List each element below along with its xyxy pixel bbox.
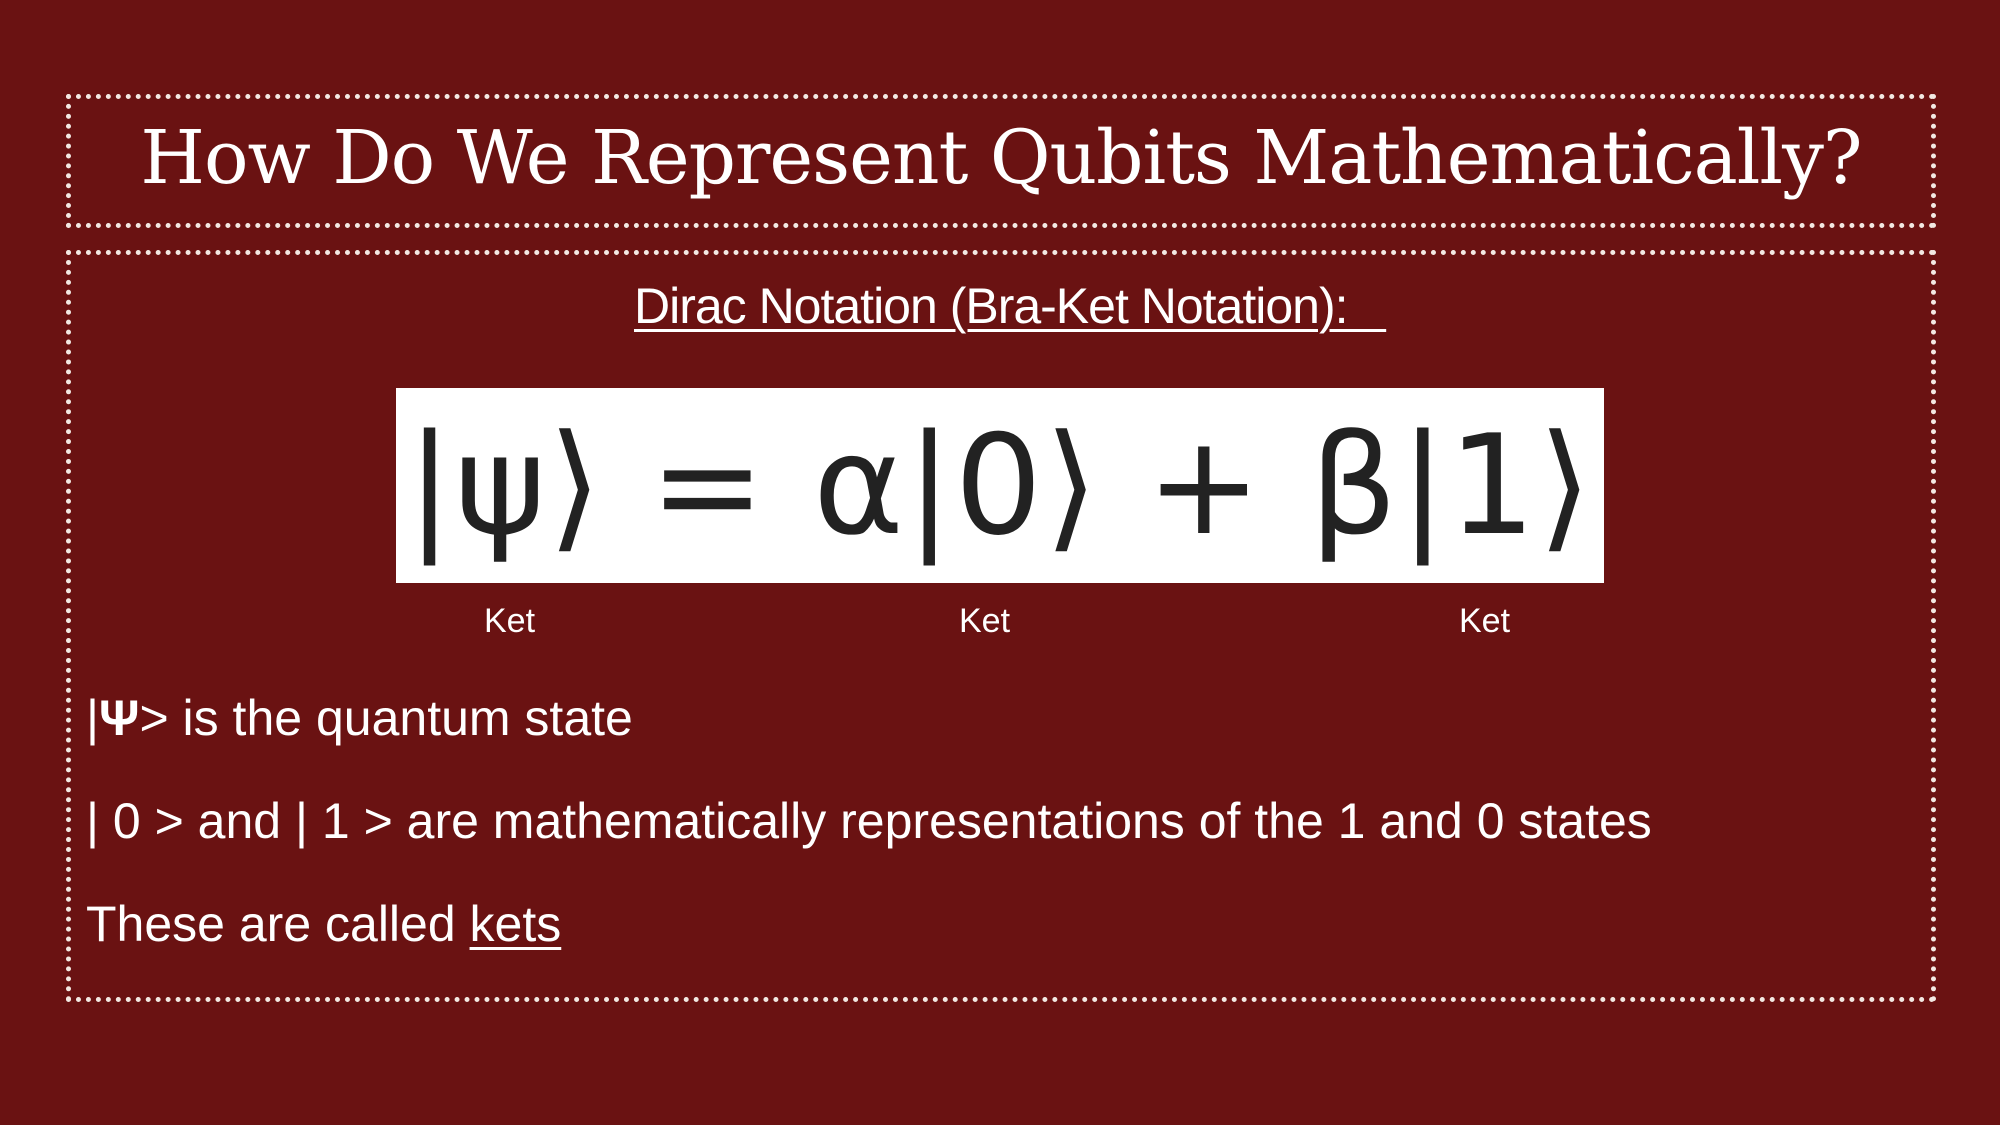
bar-char: | bbox=[86, 690, 99, 746]
equation-image bbox=[396, 388, 1604, 583]
quantum-state-line bbox=[86, 688, 633, 748]
subtitle-dirac-notation: Dirac Notation (Bra-Ket Notation): bbox=[634, 278, 1387, 334]
kets-called-text: These are called bbox=[86, 896, 470, 952]
kets-called-line bbox=[86, 894, 561, 954]
ket-label: Ket bbox=[959, 602, 1011, 640]
quantum-state-text: > is the quantum state bbox=[139, 690, 633, 746]
equation-text: |ψ⟩ = α|0⟩ + β|1⟩ bbox=[406, 404, 1594, 566]
psi-symbol: Ψ bbox=[99, 690, 140, 746]
ket-label: Ket bbox=[1459, 602, 1511, 640]
ket-label: Ket bbox=[484, 602, 536, 640]
title-frame bbox=[66, 94, 1936, 228]
kets-link[interactable]: kets bbox=[469, 896, 562, 952]
slide-title: How Do We Represent Qubits Mathematically? bbox=[140, 115, 1862, 201]
kets-representation-line: | 0 > and | 1 > are mathematically representations of the 1 and 0 states bbox=[86, 793, 1652, 849]
